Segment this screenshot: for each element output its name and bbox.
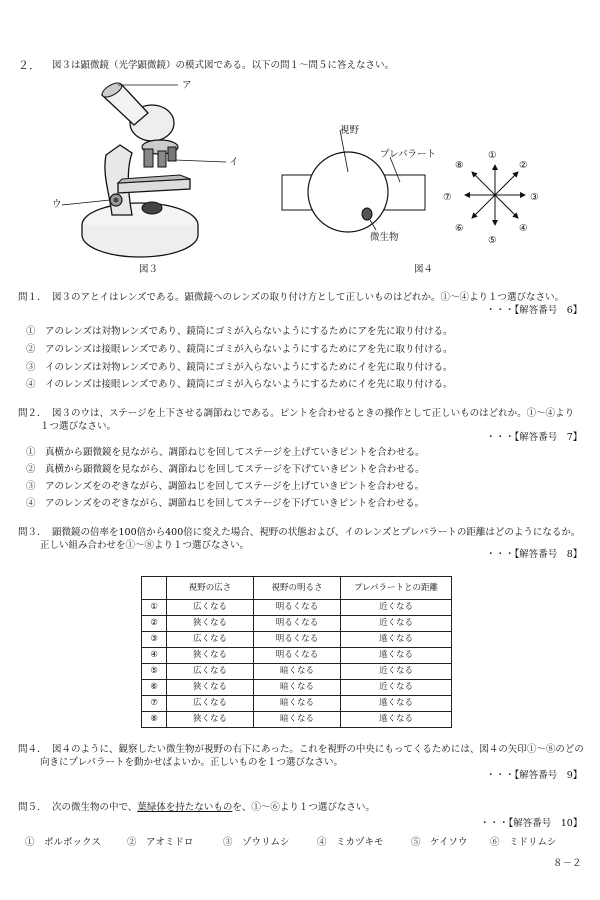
arrow-label: ⑧ bbox=[455, 160, 464, 171]
question-number: ２． bbox=[18, 59, 40, 72]
q5-option: ② アオミドロ bbox=[127, 837, 194, 848]
q1-option: ③ イのレンズは対物レンズであり、鏡筒にゴミが入らないようにするためにイを先に取り付ける。 bbox=[26, 362, 453, 373]
q3-answer: ・・・【解答番号 8】 bbox=[486, 549, 583, 560]
q5-text: 次の微生物の中で、葉緑体を持たないものを、①～⑥より１つ選びなさい。 bbox=[52, 802, 375, 813]
q1-text: 図３のアとイはレンズである。顕微鏡へのレンズの取り付け方として正しいものはどれか。①～④より１つ選びなさい。 bbox=[52, 292, 564, 303]
table-row: ① 広くなる 明るくなる 近くなる bbox=[142, 600, 452, 616]
q2-answer: ・・・【解答番号 7】 bbox=[486, 432, 583, 443]
q2-text: 図３のウは、ステージを上下させる調節ねじである。ピントを合わせるときの操作として正しいものはどれか。①～④より bbox=[52, 408, 575, 419]
table-row: ⑦ 広くなる 暗くなる 遠くなる bbox=[142, 696, 452, 712]
arrow-label: ③ bbox=[530, 192, 539, 203]
q5-option: ③ ゾウリムシ bbox=[223, 837, 290, 848]
q2-label: 問２． bbox=[18, 408, 47, 419]
arrow-label: ④ bbox=[519, 223, 528, 234]
q1-label: 問１． bbox=[18, 292, 47, 303]
label-u: ウ bbox=[52, 199, 62, 210]
answer-table bbox=[141, 576, 452, 728]
q4-text: 図４のように、観察したい微生物が視野の右下にあった。これを視野の中央にもってくるためには、図４の矢印①～⑧のどの bbox=[52, 744, 584, 755]
table-header-cell bbox=[142, 577, 167, 600]
q4-label: 問４． bbox=[18, 744, 47, 755]
arrow-label: ① bbox=[488, 150, 497, 161]
table-header-cell: 視野の明るさ bbox=[254, 577, 341, 600]
q5-option: ① ボルボックス bbox=[25, 837, 101, 848]
table-row: ⑤ 広くなる 暗くなる 近くなる bbox=[142, 664, 452, 680]
table-row: ⑧ 狭くなる 暗くなる 遠くなる bbox=[142, 712, 452, 728]
q2-text-2: １つ選びなさい。 bbox=[40, 421, 117, 432]
q5-answer: ・・・【解答番号 10】 bbox=[480, 818, 583, 829]
microscope-figure bbox=[40, 75, 240, 265]
figure4-caption: 図４ bbox=[414, 264, 434, 275]
table-header-cell: プレパラートとの距離 bbox=[341, 577, 452, 600]
question-intro: 図３は顕微鏡（光学顕微鏡）の模式図である。以下の問１～問５に答えなさい。 bbox=[52, 60, 395, 71]
q2-option: ④ アのレンズをのぞきながら、調節ねじを回してステージを下げていきピントを合わせる。 bbox=[26, 498, 425, 509]
q4-text-2: 向きにプレパラートを動かせばよいか。正しいものを１つ選びなさい。 bbox=[40, 757, 343, 768]
q1-option: ① アのレンズは対物レンズであり、鏡筒にゴミが入らないようにするためにアを先に取り付ける。 bbox=[26, 326, 453, 337]
q4-answer: ・・・【解答番号 9】 bbox=[486, 770, 583, 781]
q5-option: ⑤ ケイソウ bbox=[411, 837, 468, 848]
q5-option: ④ ミカヅキモ bbox=[317, 837, 384, 848]
label-field: 視野 bbox=[340, 125, 360, 136]
q5-label: 問５． bbox=[18, 802, 47, 813]
table-header-cell: 視野の広さ bbox=[167, 577, 254, 600]
field-of-view-figure bbox=[270, 120, 450, 240]
q3-text-2: 正しい組み合わせを①～⑧より１つ選びなさい。 bbox=[40, 540, 250, 551]
q3-text: 顕微鏡の倍率を100倍から400倍に変えた場合、視野の状態および、イのレンズとプレパラートの距離はどのようになるか。 bbox=[52, 527, 581, 538]
label-a: ア bbox=[182, 80, 192, 91]
q2-option: ② 真横から顕微鏡を見ながら、調節ねじを回してステージを下げていきピントを合わせる。 bbox=[26, 464, 425, 475]
q2-option: ③ アのレンズをのぞきながら、調節ねじを回してステージを上げていきピントを合わせる。 bbox=[26, 481, 425, 492]
label-i: イ bbox=[229, 157, 239, 168]
table-row: ⑥ 狭くなる 暗くなる 近くなる bbox=[142, 680, 452, 696]
table-row: ③ 広くなる 明るくなる 遠くなる bbox=[142, 632, 452, 648]
label-slide: プレパラート bbox=[380, 149, 436, 160]
q3-label: 問３． bbox=[18, 527, 47, 538]
q5-option: ⑥ ミドリムシ bbox=[490, 837, 557, 848]
page-number: ８－２ bbox=[553, 858, 582, 869]
arrow-label: ⑦ bbox=[443, 192, 452, 203]
figure3-caption: 図３ bbox=[139, 264, 159, 275]
table-row: ② 狭くなる 明るくなる 近くなる bbox=[142, 616, 452, 632]
table-row: ④ 狭くなる 明るくなる 遠くなる bbox=[142, 648, 452, 664]
q1-option: ④ イのレンズは接眼レンズであり、鏡筒にゴミが入らないようにするためにイを先に取り付ける。 bbox=[26, 379, 453, 390]
q1-option: ② アのレンズは接眼レンズであり、鏡筒にゴミが入らないようにするためにアを先に取り付ける。 bbox=[26, 344, 453, 355]
table-header bbox=[142, 577, 452, 600]
q1-answer: ・・・【解答番号 6】 bbox=[486, 305, 583, 316]
q2-option: ① 真横から顕微鏡を見ながら、調節ねじを回してステージを上げていきピントを合わせる。 bbox=[26, 447, 425, 458]
arrow-label: ⑥ bbox=[455, 223, 464, 234]
arrow-label: ② bbox=[519, 160, 528, 171]
label-microbe: 微生物 bbox=[370, 232, 399, 243]
arrow-label: ⑤ bbox=[488, 235, 497, 246]
